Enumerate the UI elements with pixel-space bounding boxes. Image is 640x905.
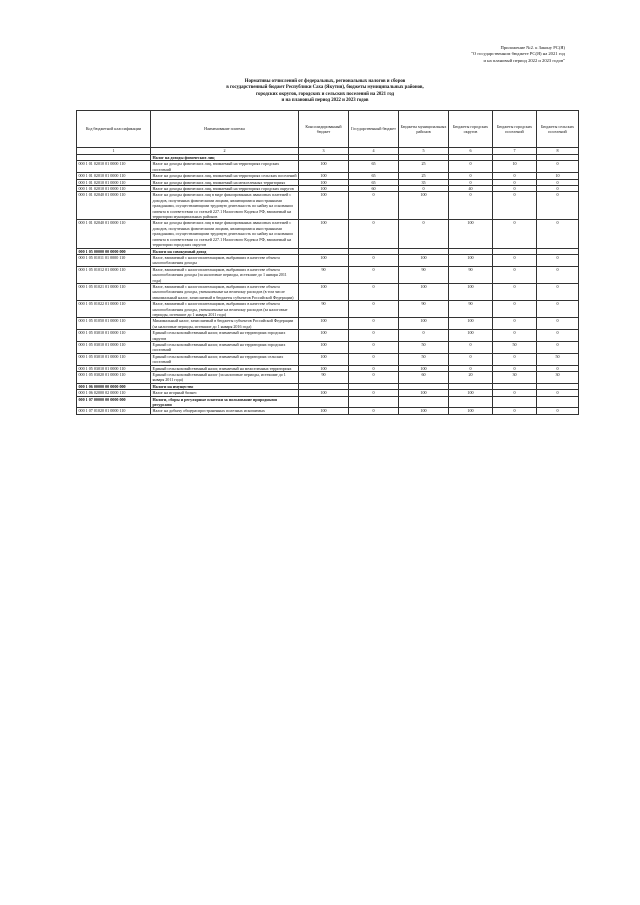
cell-state xyxy=(349,396,399,408)
cell-city-districts: 90 xyxy=(449,266,493,283)
cell-urban-settlements: 30 xyxy=(493,372,537,384)
cell-urban-settlements: 0 xyxy=(493,365,537,371)
cell-rural-settlements: 0 xyxy=(537,266,579,283)
cell-code: 000 1 05 03020 01 0000 110 xyxy=(77,372,151,384)
cell-state: 0 xyxy=(349,266,399,283)
table-row xyxy=(77,318,579,330)
cell-state: 0 xyxy=(349,330,399,342)
cell-municipal-districts: 100 xyxy=(399,390,449,396)
annex-line-2: "О государственном бюджете РС(Я) на 2021 год xyxy=(470,51,565,57)
cell-state: 0 xyxy=(349,408,399,414)
cell-name: Налог на доходы физических лиц, взимаемый на территориях городских поселений xyxy=(151,161,299,173)
cell-consolidated: 100 xyxy=(299,192,349,220)
cell-municipal-districts: 25 xyxy=(399,173,449,179)
cell-municipal-districts: 100 xyxy=(399,283,449,300)
cell-city-districts: 100 xyxy=(449,390,493,396)
cell-state: 0 xyxy=(349,342,399,354)
table-row xyxy=(77,192,579,220)
title-line-1: Нормативы отчислений от федеральных, региональных налогов и сборов xyxy=(244,79,406,84)
cell-name: Налог на доходы физических лиц, взимаемый на межселенных территориях xyxy=(151,179,299,185)
cell-city-districts: 0 xyxy=(449,179,493,185)
cell-rural-settlements: 0 xyxy=(537,161,579,173)
cell-code: 000 1 05 01011 01 0000 110 xyxy=(77,254,151,266)
cell-city-districts: 90 xyxy=(449,301,493,318)
cell-municipal-districts: 50 xyxy=(399,342,449,354)
cell-urban-settlements: 0 xyxy=(493,330,537,342)
cell-urban-settlements xyxy=(493,396,537,408)
cell-rural-settlements: 0 xyxy=(537,220,579,248)
cell-municipal-districts: 100 xyxy=(399,318,449,330)
cell-urban-settlements: 0 xyxy=(493,186,537,192)
tax-norms-table xyxy=(76,110,579,415)
cell-rural-settlements: 0 xyxy=(537,192,579,220)
cell-rural-settlements: 10 xyxy=(537,173,579,179)
cell-municipal-districts: 100 xyxy=(399,408,449,414)
cell-urban-settlements: 0 xyxy=(493,283,537,300)
cell-urban-settlements: 50 xyxy=(493,342,537,354)
cell-state: 0 xyxy=(349,390,399,396)
cell-code: 000 1 01 02010 01 0000 110 xyxy=(77,161,151,173)
cell-city-districts: 100 xyxy=(449,330,493,342)
cell-code: 000 1 06 02000 02 0000 110 xyxy=(77,390,151,396)
cell-urban-settlements: 0 xyxy=(493,220,537,248)
cell-state: 0 xyxy=(349,301,399,318)
cell-state: 65 xyxy=(349,161,399,173)
cell-name: Налог, взимаемый с налогоплательщиков, выбравших в качестве объекта налогообложения доходы xyxy=(151,254,299,266)
cell-code: 000 1 05 01022 01 0000 110 xyxy=(77,301,151,318)
title-line-3: городских округов, городских и сельских поселений на 2021 год xyxy=(255,91,395,97)
table-row xyxy=(77,372,579,384)
cell-city-districts: 40 xyxy=(449,186,493,192)
cell-urban-settlements: 0 xyxy=(493,266,537,283)
annex-line-3: и на плановый период 2022 и 2023 годов" xyxy=(483,57,565,63)
cell-code: 000 1 05 01021 01 0000 110 xyxy=(77,283,151,300)
cell-city-districts: 100 xyxy=(449,254,493,266)
cell-code: 000 1 05 03010 01 0000 110 xyxy=(77,342,151,354)
cell-code: 000 1 01 02040 01 0000 110 xyxy=(77,220,151,248)
header-city-districts: Бюджеты городских округов xyxy=(449,111,493,148)
cell-name: Налог, взимаемый с налогоплательщиков, выбравших в качестве объекта налогообложения доходы, уменьшенные на величину расходов (в том числе минимальный налог, зачисляемый в бюджеты субъектов Российской Федерации) xyxy=(151,283,299,300)
cell-state: 0 xyxy=(349,318,399,330)
cell-code: 000 1 07 00000 00 0000 000 xyxy=(77,396,151,408)
cell-consolidated: 100 xyxy=(299,353,349,365)
cell-rural-settlements: 30 xyxy=(537,372,579,384)
cell-consolidated: 90 xyxy=(299,301,349,318)
cell-code: 000 1 06 00000 00 0000 000 xyxy=(77,383,151,389)
table-row xyxy=(77,353,579,365)
header-municipal-districts: Бюджеты муниципальных районов xyxy=(399,111,449,148)
cell-municipal-districts: 90 xyxy=(399,266,449,283)
cell-state: 0 xyxy=(349,220,399,248)
cell-consolidated: 100 xyxy=(299,390,349,396)
cell-name: Налоги, сборы и регулярные платежи за пользование природными ресурсами xyxy=(151,396,299,408)
cell-urban-settlements: 0 xyxy=(493,173,537,179)
cell-code: 000 1 01 02010 01 0000 110 xyxy=(77,186,151,192)
cell-city-districts: 100 xyxy=(449,283,493,300)
cell-name: Налог на игорный бизнес xyxy=(151,390,299,396)
cell-code: 000 1 05 03010 01 0000 110 xyxy=(77,330,151,342)
cell-consolidated: 90 xyxy=(299,372,349,384)
cell-municipal-districts: 0 xyxy=(399,220,449,248)
table-header-row xyxy=(77,111,579,148)
document-title xyxy=(190,79,460,105)
cell-code: 000 1 01 02040 01 0000 110 xyxy=(77,192,151,220)
cell-state: 65 xyxy=(349,173,399,179)
cell-city-districts: 100 xyxy=(449,318,493,330)
cell-municipal-districts: 60 xyxy=(399,372,449,384)
table-row xyxy=(77,161,579,173)
cell-state: 0 xyxy=(349,365,399,371)
cell-consolidated: 100 xyxy=(299,408,349,414)
cell-code: 000 1 05 00000 00 0000 000 xyxy=(77,248,151,254)
cell-municipal-districts: 35 xyxy=(399,179,449,185)
title-line-4: и на плановый период 2022 и 2023 годов xyxy=(281,98,369,104)
cell-name: Единый сельскохозяйственный налог, взимаемый на межселенных территориях xyxy=(151,365,299,371)
cell-rural-settlements: 0 xyxy=(537,408,579,414)
annex-header xyxy=(335,45,565,64)
cell-city-districts: 0 xyxy=(449,173,493,179)
cell-consolidated: 100 xyxy=(299,283,349,300)
cell-urban-settlements: 0 xyxy=(493,318,537,330)
cell-consolidated: 100 xyxy=(299,161,349,173)
cell-rural-settlements: 0 xyxy=(537,365,579,371)
cell-name: Налог на доходы физических лиц xyxy=(151,155,299,161)
column-number: 6 xyxy=(449,148,493,155)
header-urban-settlements: Бюджеты городских поселений xyxy=(493,111,537,148)
cell-name: Налоги на совокупный доход xyxy=(151,248,299,254)
title-line-2: в государственный бюджет Республики Саха (Якутия), бюджеты муниципальных районов, xyxy=(226,85,424,91)
cell-urban-settlements: 0 xyxy=(493,192,537,220)
table-row xyxy=(77,301,579,318)
cell-city-districts xyxy=(449,396,493,408)
cell-rural-settlements: 0 xyxy=(537,342,579,354)
table-row xyxy=(77,408,579,414)
cell-city-districts: 20 xyxy=(449,372,493,384)
cell-state: 0 xyxy=(349,353,399,365)
cell-consolidated: 100 xyxy=(299,342,349,354)
column-number: 1 xyxy=(77,148,151,155)
table-row xyxy=(77,266,579,283)
table-row xyxy=(77,283,579,300)
cell-state: 0 xyxy=(349,372,399,384)
cell-urban-settlements: 0 xyxy=(493,390,537,396)
cell-code: 000 1 01 02010 01 0000 110 xyxy=(77,179,151,185)
cell-municipal-districts: 50 xyxy=(399,353,449,365)
table-row xyxy=(77,342,579,354)
cell-consolidated: 100 xyxy=(299,173,349,179)
cell-name: Налоги на имущество xyxy=(151,383,299,389)
cell-rural-settlements: 0 xyxy=(537,318,579,330)
cell-city-districts: 100 xyxy=(449,220,493,248)
cell-city-districts: 0 xyxy=(449,161,493,173)
cell-consolidated: 100 xyxy=(299,179,349,185)
cell-state: 0 xyxy=(349,254,399,266)
cell-municipal-districts: 100 xyxy=(399,192,449,220)
cell-municipal-districts: 0 xyxy=(399,186,449,192)
cell-municipal-districts: 100 xyxy=(399,254,449,266)
cell-municipal-districts: 90 xyxy=(399,301,449,318)
cell-code: 000 1 05 01012 01 0000 110 xyxy=(77,266,151,283)
cell-urban-settlements: 0 xyxy=(493,301,537,318)
cell-code: 000 1 01 02010 01 0000 110 xyxy=(77,173,151,179)
cell-city-districts: 100 xyxy=(449,408,493,414)
cell-urban-settlements: 0 xyxy=(493,408,537,414)
table-row xyxy=(77,220,579,248)
cell-name: Единый сельскохозяйственный налог, взимаемый на территориях сельских поселений xyxy=(151,353,299,365)
cell-consolidated: 100 xyxy=(299,186,349,192)
table-row xyxy=(77,396,579,408)
cell-name: Единый сельскохозяйственный налог, взимаемый на территориях городских округов xyxy=(151,330,299,342)
table-row xyxy=(77,254,579,266)
annex-line-1: Приложение №2. к Закону РС(Я) xyxy=(500,45,565,50)
cell-municipal-districts: 0 xyxy=(399,330,449,342)
header-name: Наименование платежа xyxy=(151,111,299,148)
cell-rural-settlements: 0 xyxy=(537,283,579,300)
column-number: 5 xyxy=(399,148,449,155)
cell-name: Налог на доходы физических лиц, взимаемый на территориях городских округов xyxy=(151,186,299,192)
cell-code: 000 1 05 01050 01 0000 110 xyxy=(77,318,151,330)
cell-rural-settlements xyxy=(537,396,579,408)
cell-urban-settlements: 0 xyxy=(493,179,537,185)
cell-consolidated: 100 xyxy=(299,254,349,266)
column-number-row xyxy=(77,148,579,155)
cell-consolidated: 90 xyxy=(299,266,349,283)
cell-urban-settlements: 0 xyxy=(493,353,537,365)
cell-rural-settlements: 0 xyxy=(537,390,579,396)
cell-rural-settlements: 0 xyxy=(537,301,579,318)
cell-code: 000 1 05 03010 01 0000 110 xyxy=(77,353,151,365)
cell-name: Налог на добычу общераспространенных полезных ископаемых xyxy=(151,408,299,414)
column-number: 8 xyxy=(537,148,579,155)
cell-rural-settlements: 50 xyxy=(537,353,579,365)
table-body xyxy=(77,155,579,415)
cell-municipal-districts: 100 xyxy=(399,365,449,371)
cell-name: Минимальный налог, зачисляемый в бюджеты субъектов Российской Федерации (за налоговые периоды, истекшие до 1 января 2016 года) xyxy=(151,318,299,330)
cell-state: 0 xyxy=(349,192,399,220)
cell-name: Налог, взимаемый с налогоплательщиков, выбравших в качестве объекта налогообложения доходы (за налоговые периоды, истекшие до 1 января 2011 года) xyxy=(151,266,299,283)
header-consolidated: Консолидированный бюджет xyxy=(299,111,349,148)
header-rural-settlements: Бюджеты сельских поселений xyxy=(537,111,579,148)
cell-rural-settlements: 0 xyxy=(537,179,579,185)
cell-code: 000 1 07 01020 01 0000 110 xyxy=(77,408,151,414)
cell-consolidated: 100 xyxy=(299,220,349,248)
cell-city-districts: 0 xyxy=(449,365,493,371)
column-number: 7 xyxy=(493,148,537,155)
table-row xyxy=(77,330,579,342)
cell-name: Налог на доходы физических лиц в виде фиксированных авансовых платежей с доходов, полученных физическими лицами, являющимися иностранными гражданами, осуществляющими трудовую деятельность по найму на основании патента в соответствии со статьей 227.1 Налогового Кодекса РФ, взимаемый на территории муниципальных районов xyxy=(151,192,299,220)
cell-name: Налог, взимаемый с налогоплательщиков, выбравших в качестве объекта налогообложения доходы, уменьшенные на величину расходов (за налоговые периоды, истекшие до 1 января 2011 года) xyxy=(151,301,299,318)
cell-municipal-districts xyxy=(399,396,449,408)
cell-consolidated xyxy=(299,396,349,408)
cell-name: Единый сельскохозяйственный налог (за налоговые периоды, истекшие до 1 января 2011 года) xyxy=(151,372,299,384)
cell-consolidated: 100 xyxy=(299,330,349,342)
cell-urban-settlements: 10 xyxy=(493,161,537,173)
cell-city-districts: 0 xyxy=(449,192,493,220)
cell-rural-settlements: 0 xyxy=(537,186,579,192)
cell-city-districts: 0 xyxy=(449,353,493,365)
cell-name: Единый сельскохозяйственный налог, взимаемый на территориях городских поселений xyxy=(151,342,299,354)
cell-city-districts: 0 xyxy=(449,342,493,354)
cell-state: 0 xyxy=(349,283,399,300)
cell-name: Налог на доходы физических лиц, взимаемый на территориях сельских поселений xyxy=(152,173,297,179)
cell-code: 000 1 05 03010 01 0000 110 xyxy=(77,365,151,371)
cell-municipal-districts: 25 xyxy=(399,161,449,173)
column-number: 4 xyxy=(349,148,399,155)
cell-state: 65 xyxy=(349,179,399,185)
cell-consolidated: 100 xyxy=(299,365,349,371)
cell-urban-settlements: 0 xyxy=(493,254,537,266)
column-number: 3 xyxy=(299,148,349,155)
cell-rural-settlements: 0 xyxy=(537,254,579,266)
column-number: 2 xyxy=(151,148,299,155)
cell-name: Налог на доходы физических лиц в виде фиксированных авансовых платежей с доходов, полученных физическими лицами, являющимися иностранными гражданами, осуществляющими трудовую деятельность по найму на основании патента в соответствии со статьей 227.1 Налогового Кодекса РФ, взимаемый на территории городских округов xyxy=(151,220,299,248)
header-code: Код бюджетной классификации xyxy=(77,111,151,148)
cell-consolidated: 100 xyxy=(299,318,349,330)
cell-rural-settlements: 0 xyxy=(537,330,579,342)
cell-state: 60 xyxy=(349,186,399,192)
header-state: Государственный бюджет xyxy=(349,111,399,148)
